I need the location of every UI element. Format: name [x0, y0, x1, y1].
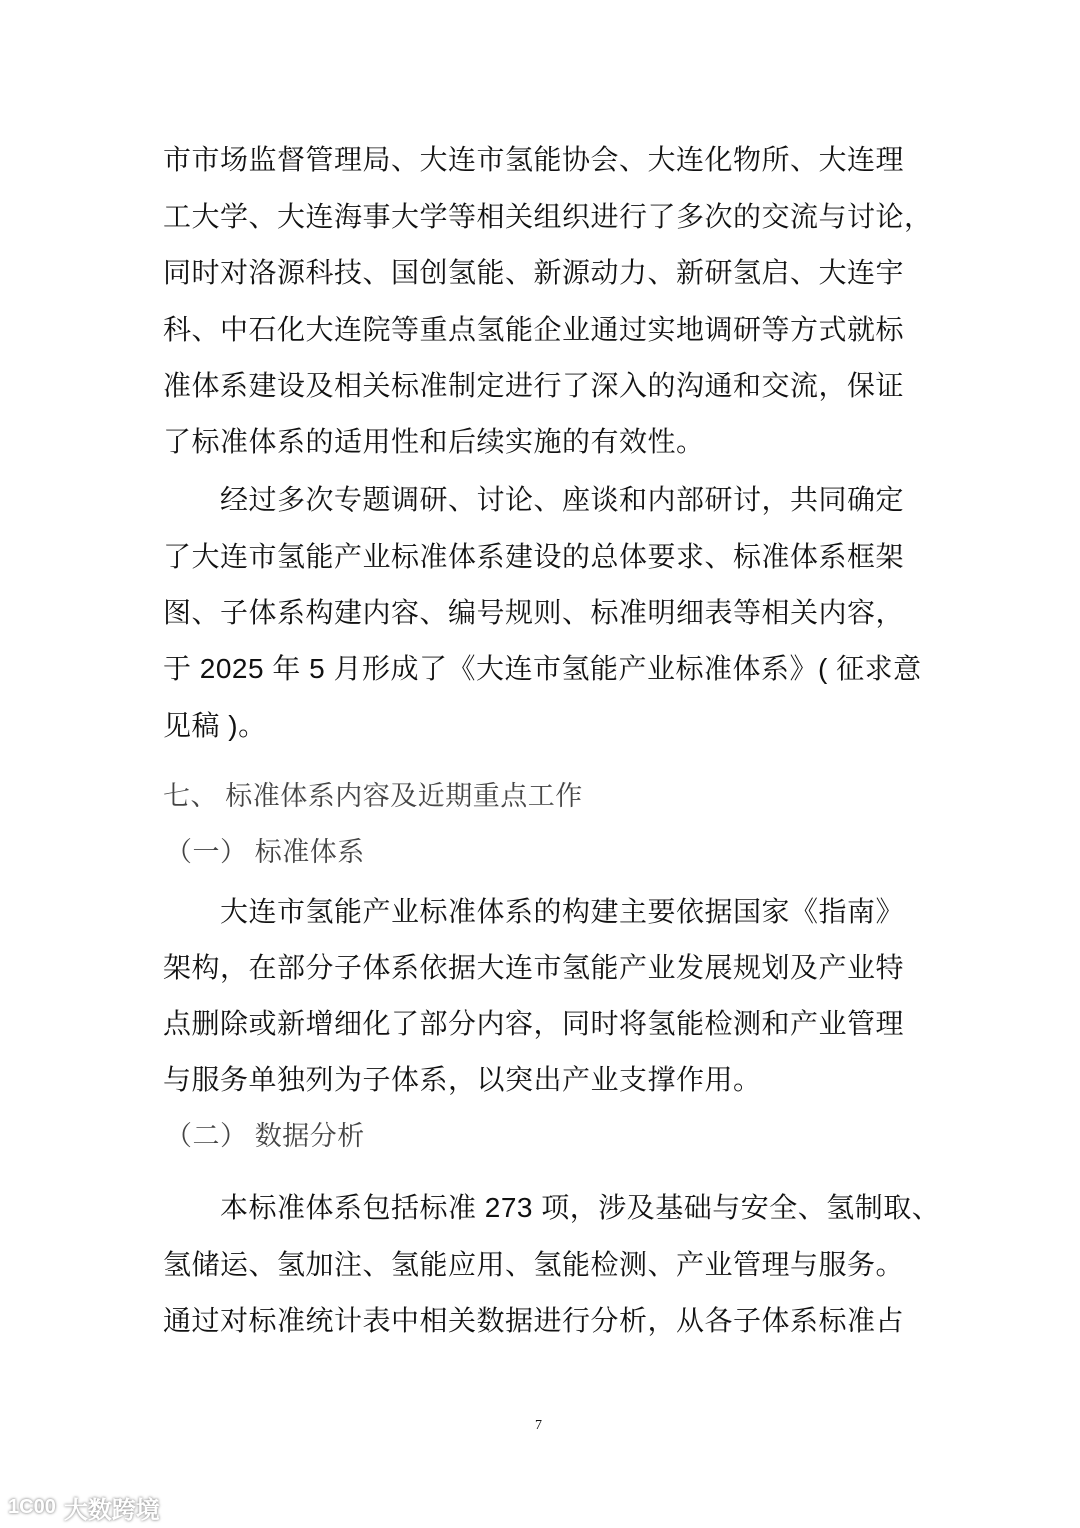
text-line: 市市场监督管理局、大连市氢能协会、大连化物所、大连理 — [163, 144, 905, 175]
text-line: 同时对洛源科技、国创氢能、新源动力、新研氢启、大连宇 — [163, 257, 905, 288]
text-line: 点删除或新增细化了部分内容，同时将氢能检测和产业管理 — [163, 1008, 905, 1039]
text-line: 工大学、大连海事大学等相关组织进行了多次的交流与讨论， — [163, 201, 933, 232]
section-heading: 七、 标准体系内容及近期重点工作 — [163, 781, 583, 811]
subsection-heading: （一） 标准体系 — [165, 837, 365, 867]
page-number: 7 — [535, 1418, 542, 1433]
text-line: 经过多次专题调研、讨论、座谈和内部研讨，共同确定 — [220, 484, 905, 515]
text-line: 大连市氢能产业标准体系的构建主要依据国家《指南》 — [220, 896, 905, 927]
watermark-text: 大数跨境 — [63, 1497, 160, 1524]
watermark-logo-icon: 1C00 — [8, 1496, 56, 1518]
text-line: 与服务单独列为子体系，以突出产业支撑作用。 — [163, 1064, 762, 1095]
text-line: 通过对标准统计表中相关数据进行分析，从各子体系标准占 — [163, 1305, 905, 1336]
watermark — [8, 1490, 160, 1525]
text-line: 架构，在部分子体系依据大连市氢能产业发展规划及产业特 — [163, 952, 905, 983]
text-line: 于 2025 年 5 月形成了《大连市氢能产业标准体系》( 征求意 — [163, 653, 922, 684]
text-line: 本标准体系包括标准 273 项，涉及基础与安全、氢制取、 — [220, 1192, 941, 1223]
subsection-heading: （二） 数据分析 — [165, 1121, 365, 1151]
text-line: 了大连市氢能产业标准体系建设的总体要求、标准体系框架 — [163, 541, 905, 572]
text-line: 准体系建设及相关标准制定进行了深入的沟通和交流，保证 — [163, 370, 905, 401]
text-line: 图、子体系构建内容、编号规则、标准明细表等相关内容， — [163, 597, 905, 628]
text-line: 科、中石化大连院等重点氢能企业通过实地调研等方式就标 — [163, 314, 905, 345]
text-line: 了标准体系的适用性和后续实施的有效性。 — [163, 426, 705, 457]
text-line: 见稿 )。 — [163, 710, 267, 741]
text-line: 氢储运、氢加注、氢能应用、氢能检测、产业管理与服务。 — [163, 1249, 905, 1280]
